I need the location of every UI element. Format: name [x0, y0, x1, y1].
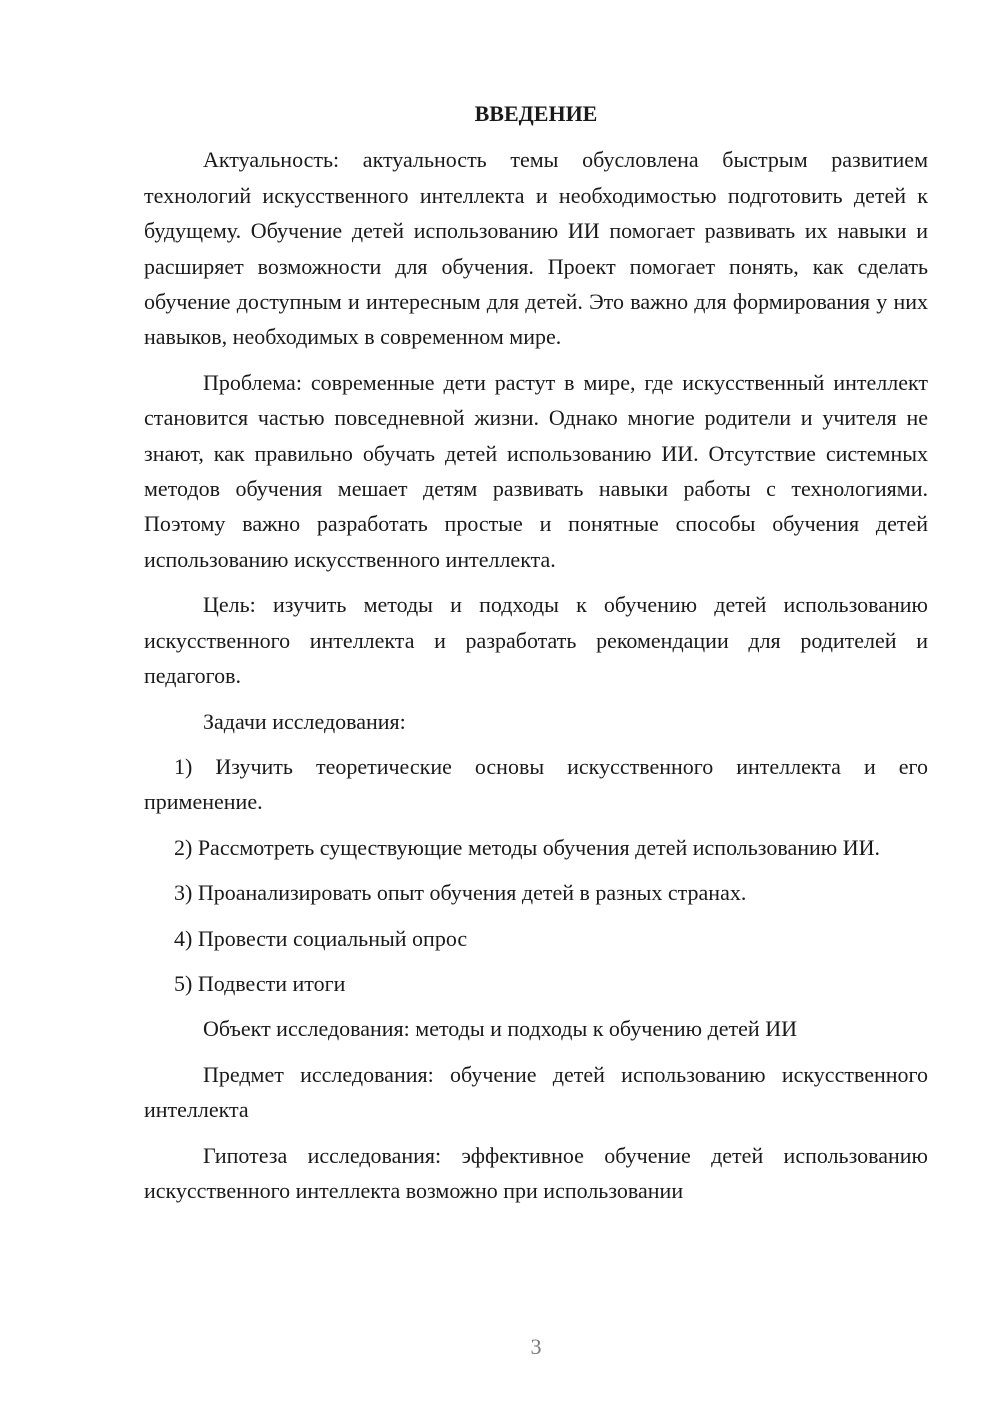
task-item: 4) Провести социальный опрос — [174, 925, 468, 951]
hypothesis-paragraph: Гипотеза исследования: эффективное обучение детей использованию искусственного интеллекта возможно при использовании — [144, 1142, 928, 1203]
object-paragraph: Объект исследования: методы и подходы к обучению детей ИИ — [203, 1016, 797, 1042]
task-item: 2) Рассмотреть существующие методы обучения детей использованию ИИ. — [174, 834, 880, 860]
page-number: 3 — [530, 1334, 542, 1359]
subject-paragraph: Предмет исследования: обучение детей использованию искусственного интеллекта — [144, 1061, 928, 1123]
task-item: 3) Проанализировать опыт обучения детей в разных странах. — [174, 880, 747, 906]
problem-paragraph: Проблема: современные дети растут в мире, где искусственный интеллект становится частью повседневной жизни. Однако многие родители и учителя не знают, как правильно обучать детей использованию ИИ. Отсутствие системных методов обучения мешает детям развивать навыки работы с технологиями. Поэтому важно разработать простые и понятные способы обучения детей использованию искусственного интеллекта. — [144, 369, 928, 572]
section-heading: ВВЕДЕНИЕ — [474, 101, 598, 126]
relevance-paragraph: Актуальность: актуальность темы обусловлена быстрым развитием технологий искусственного интеллекта и необходимостью подготовить детей к будущему. Обучение детей использованию ИИ помогает развивать их навыки и расширяет возможности для обучения. Проект помогает понять, как сделать обучение доступным и интересным для детей. Это важно для формирования у них навыков, необходимых в современном мире. — [144, 147, 928, 350]
goal-paragraph: Цель: изучить методы и подходы к обучению детей использованию искусственного интеллекта и разработать рекомендации для родителей и педагогов. — [144, 592, 928, 689]
task-item: 1) Изучить теоретические основы искусственного интеллекта и его применение. — [144, 753, 928, 815]
tasks-heading: Задачи исследования: — [203, 708, 406, 734]
task-item: 5) Подвести итоги — [174, 970, 346, 996]
document-body — [144, 96, 928, 1208]
